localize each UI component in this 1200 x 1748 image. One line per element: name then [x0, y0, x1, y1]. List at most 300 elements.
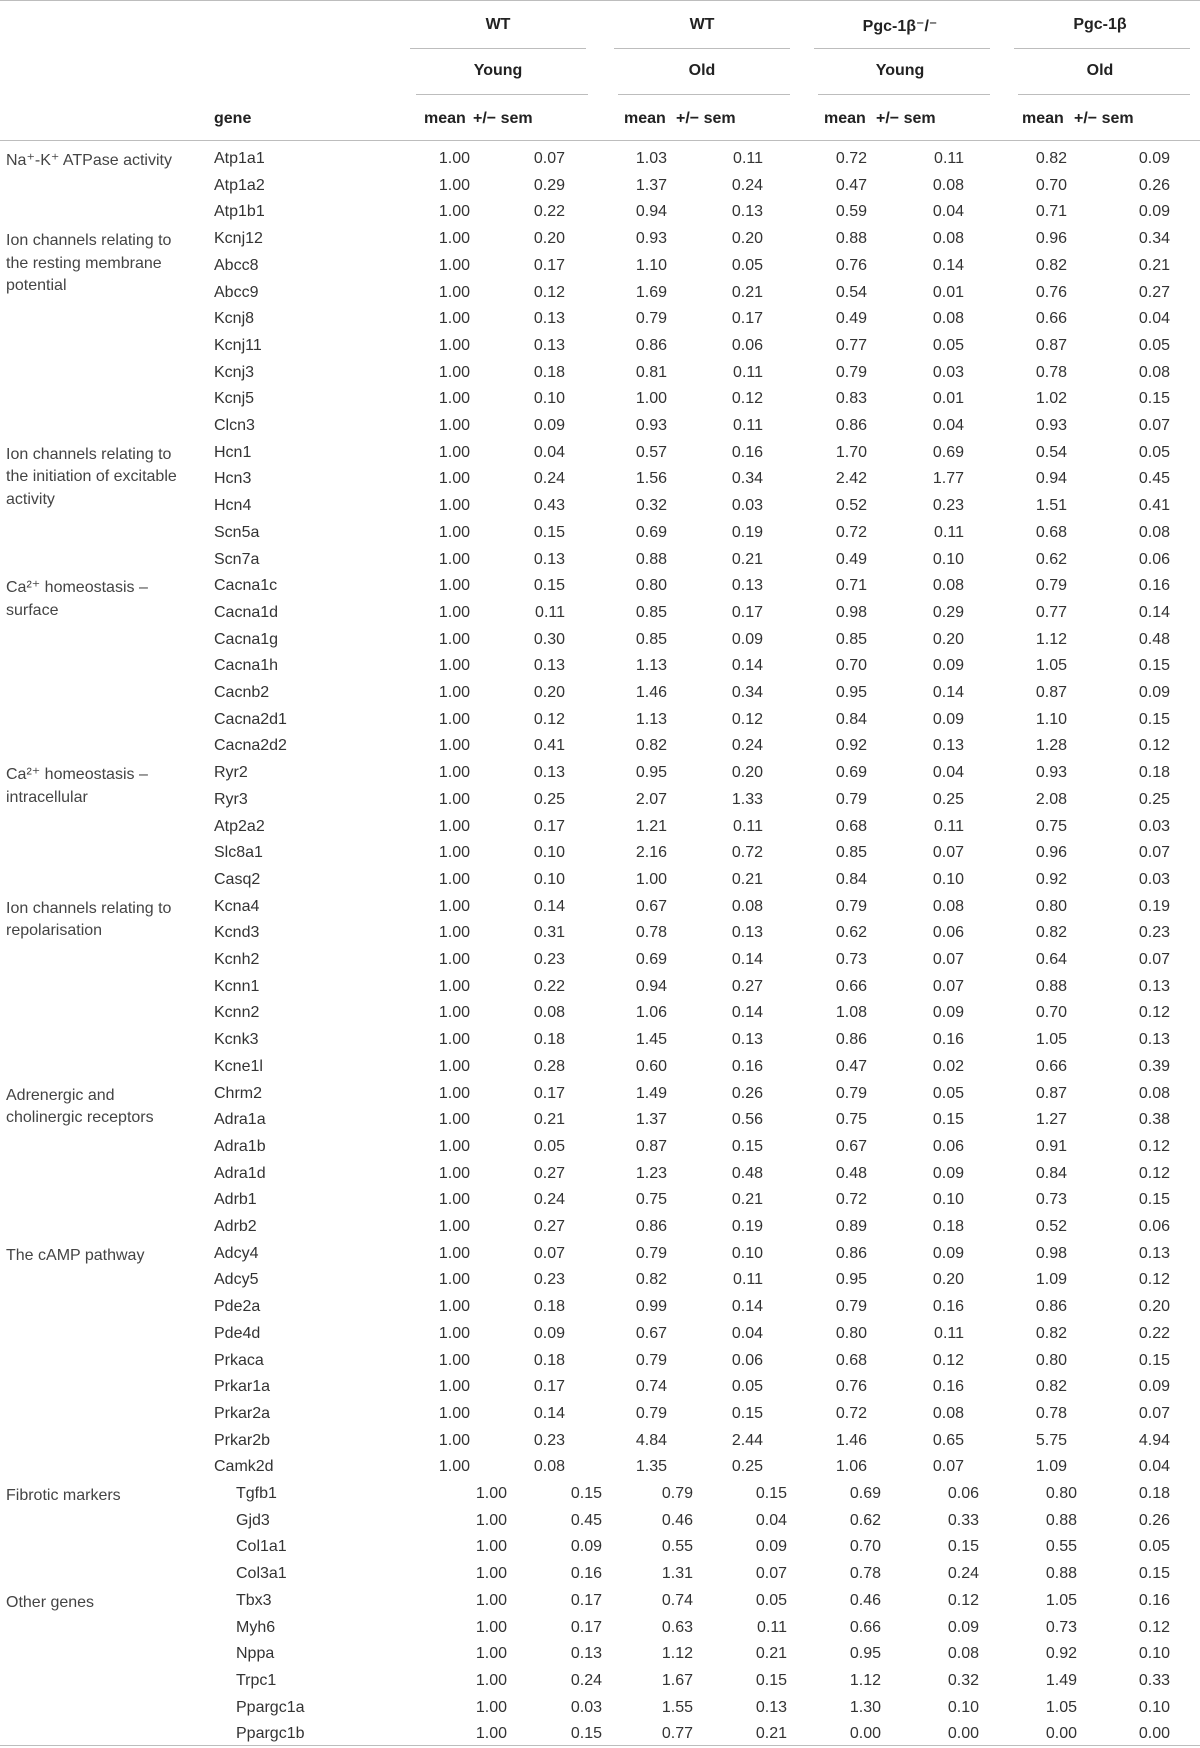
- mean-value: 1.00: [438, 1218, 470, 1235]
- mean-value: 1.45: [635, 1031, 667, 1049]
- sem-value: 0.24: [533, 470, 565, 488]
- mean-value: 0.92: [835, 737, 867, 755]
- mean-value: 0.82: [1035, 150, 1067, 167]
- mean-value: 1.00: [438, 764, 470, 782]
- sem-value: 0.26: [1138, 1511, 1170, 1529]
- mean-value: 1.00: [438, 497, 470, 515]
- category-label: Ion channels relating to the resting membrane potential: [6, 232, 172, 295]
- sem-value: 0.08: [731, 897, 763, 915]
- mean-value: 0.78: [1035, 363, 1067, 381]
- sem-value: 0.11: [934, 523, 964, 541]
- gene-name: Adra1b: [214, 1137, 266, 1155]
- mean-value: 1.00: [438, 363, 470, 381]
- sem-value: 0.00: [947, 1725, 979, 1743]
- mean-value: 0.82: [1035, 924, 1067, 942]
- mean-value: 0.95: [835, 684, 867, 701]
- mean-value: 1.00: [438, 1271, 470, 1289]
- gene-name: Kcna4: [214, 897, 260, 915]
- mean-value: 0.87: [1035, 336, 1067, 354]
- sem-value: 0.03: [1138, 870, 1170, 888]
- gene-name: Myh6: [236, 1618, 276, 1636]
- mean-value: 0.82: [635, 1271, 667, 1289]
- sem-value: 0.21: [1138, 256, 1170, 274]
- mean-value: 0.69: [635, 523, 667, 541]
- sem-value: 0.09: [755, 1538, 787, 1556]
- mean-value: 2.08: [1035, 790, 1067, 808]
- sem-value: 0.17: [533, 256, 565, 274]
- sem-value: 0.12: [947, 1591, 979, 1609]
- sem-value: 0.21: [731, 1191, 763, 1209]
- sem-value: 0.12: [1138, 1618, 1170, 1636]
- sem-value: 0.38: [1138, 1111, 1170, 1129]
- mean-value: 1.00: [438, 230, 470, 248]
- gene-name: Casq2: [214, 870, 261, 888]
- sem-value: 0.13: [533, 764, 565, 782]
- mean-value: 0.47: [835, 176, 867, 194]
- sem-value: 0.04: [1138, 1458, 1170, 1476]
- sem-value: 0.01: [932, 390, 964, 408]
- sem-value: 0.29: [533, 176, 565, 194]
- mean-value: 1.00: [438, 203, 470, 221]
- mean-value: 1.09: [1035, 1271, 1067, 1289]
- gene-name: Ppargc1a: [236, 1698, 305, 1716]
- mean-value: 0.70: [1035, 1004, 1067, 1022]
- gene-name: Abcc9: [214, 283, 259, 301]
- sem-value: 0.69: [932, 443, 964, 461]
- sem-value: 0.09: [932, 1164, 964, 1182]
- sem-value: 0.13: [533, 550, 565, 568]
- mean-value: 1.00: [438, 737, 470, 755]
- mean-value: 1.00: [438, 924, 470, 942]
- mean-value: 1.05: [1035, 1031, 1067, 1049]
- mean-value: 1.00: [438, 1244, 470, 1262]
- mean-value: 0.80: [635, 577, 667, 595]
- top-rule: [0, 0, 1200, 1]
- mean-value: 1.67: [661, 1671, 693, 1689]
- mean-value: 0.47: [835, 1057, 867, 1075]
- group-3-strain-rule: [814, 48, 990, 49]
- sem-value: 0.26: [1138, 176, 1170, 194]
- mean-value: 1.00: [438, 550, 470, 568]
- sem-value: 0.04: [533, 443, 565, 461]
- sem-value: 0.20: [932, 630, 964, 648]
- sem-value: 0.15: [1138, 1565, 1170, 1583]
- sem-value: 0.21: [755, 1725, 787, 1743]
- mean-value: 0.62: [1035, 550, 1067, 568]
- mean-value: 0.55: [661, 1538, 693, 1556]
- mean-value: 0.48: [835, 1164, 867, 1182]
- gene-name: Kcnk3: [214, 1031, 259, 1049]
- mean-value: 1.00: [438, 1137, 470, 1155]
- group-2-mean-header: mean: [624, 110, 666, 127]
- sem-value: 0.13: [533, 310, 565, 328]
- mean-value: 1.23: [635, 1164, 667, 1182]
- sem-value: 0.27: [1138, 283, 1170, 301]
- sem-value: 1.33: [731, 790, 763, 808]
- sem-value: 0.11: [934, 1324, 964, 1342]
- mean-value: 1.00: [438, 1298, 470, 1316]
- sem-value: 0.23: [533, 951, 565, 968]
- mean-value: 0.49: [835, 310, 867, 328]
- gene-name: Pde2a: [214, 1298, 261, 1316]
- mean-value: 0.72: [835, 150, 867, 167]
- sem-value: 0.26: [731, 1084, 763, 1102]
- mean-value: 1.00: [438, 390, 470, 408]
- sem-value: 0.21: [731, 283, 763, 301]
- sem-value: 0.65: [932, 1431, 964, 1449]
- sem-value: 0.12: [533, 710, 565, 728]
- mean-value: 0.86: [635, 336, 667, 354]
- mean-value: 0.73: [835, 951, 867, 968]
- mean-value: 0.68: [835, 1351, 867, 1369]
- mean-value: 0.63: [661, 1618, 693, 1636]
- mean-value: 1.00: [475, 1565, 507, 1583]
- sem-value: 0.11: [934, 817, 964, 835]
- mean-value: 1.00: [438, 1431, 470, 1449]
- mean-value: 0.86: [835, 417, 867, 434]
- sem-value: 0.10: [1138, 1698, 1170, 1716]
- sem-value: 0.09: [533, 417, 565, 434]
- sem-value: 0.13: [533, 336, 565, 354]
- mean-value: 0.88: [835, 230, 867, 248]
- sem-value: 0.06: [1138, 550, 1170, 568]
- sem-value: 0.21: [731, 870, 763, 888]
- sem-value: 0.14: [533, 1404, 565, 1422]
- mean-value: 1.00: [438, 710, 470, 728]
- sem-value: 0.11: [535, 603, 565, 621]
- mean-value: 0.54: [1035, 443, 1067, 461]
- mean-value: 0.67: [635, 897, 667, 915]
- sem-value: 0.05: [533, 1137, 565, 1155]
- mean-value: 0.78: [849, 1565, 881, 1583]
- sem-value: 0.05: [1138, 443, 1170, 461]
- group-2-strain: WT: [689, 16, 715, 33]
- mean-value: 1.00: [438, 1057, 470, 1075]
- mean-value: 0.91: [1035, 1137, 1067, 1155]
- sem-value: 0.31: [533, 924, 565, 942]
- gene-name: Prkar1a: [214, 1378, 271, 1396]
- sem-value: 0.21: [533, 1111, 565, 1129]
- mean-value: 2.07: [635, 790, 667, 808]
- mean-value: 1.00: [438, 630, 470, 648]
- mean-value: 0.84: [835, 710, 867, 728]
- mean-value: 1.00: [475, 1591, 507, 1609]
- sem-value: 0.06: [947, 1485, 979, 1502]
- gene-name: Atp1a1: [214, 150, 265, 167]
- mean-value: 1.28: [1035, 737, 1067, 755]
- mean-value: 1.00: [438, 336, 470, 354]
- gene-name: Scn7a: [214, 550, 260, 568]
- mean-value: 0.86: [835, 1244, 867, 1262]
- gene-name: Adrb2: [214, 1218, 257, 1235]
- gene-name: Chrm2: [214, 1084, 263, 1102]
- mean-value: 0.80: [1035, 897, 1067, 915]
- mean-value: 1.08: [835, 1004, 867, 1022]
- gene-name: Kcnj3: [214, 363, 255, 381]
- mean-value: 1.37: [635, 1111, 667, 1129]
- sem-value: 0.14: [1138, 603, 1170, 621]
- gene-name: Slc8a1: [214, 844, 263, 862]
- sem-value: 0.14: [932, 256, 964, 274]
- sem-value: 0.12: [932, 1351, 964, 1369]
- sem-value: 0.09: [1138, 1378, 1170, 1396]
- mean-value: 1.00: [438, 1164, 470, 1182]
- mean-value: 1.12: [849, 1671, 881, 1689]
- sem-value: 0.18: [533, 1298, 565, 1316]
- sem-value: 0.08: [932, 176, 964, 194]
- mean-value: 0.76: [835, 1378, 867, 1396]
- group-1-age-rule: [416, 94, 588, 95]
- sem-value: 0.16: [570, 1565, 602, 1583]
- sem-value: 0.10: [932, 1191, 964, 1209]
- mean-value: 1.00: [635, 390, 667, 408]
- mean-value: 0.84: [835, 870, 867, 888]
- sem-value: 0.13: [731, 1031, 763, 1049]
- mean-value: 0.69: [635, 951, 667, 968]
- sem-value: 0.03: [1138, 817, 1170, 835]
- group-1-age: Young: [473, 62, 523, 79]
- sem-value: 0.12: [533, 283, 565, 301]
- mean-value: 4.84: [635, 1431, 667, 1449]
- sem-value: 0.25: [1138, 790, 1170, 808]
- sem-value: 0.07: [932, 977, 964, 995]
- mean-value: 0.92: [1045, 1645, 1077, 1663]
- sem-value: 0.06: [932, 924, 964, 942]
- sem-value: 0.03: [932, 363, 964, 381]
- mean-value: 0.87: [635, 1137, 667, 1155]
- gene-name: Hcn1: [214, 443, 252, 461]
- mean-value: 0.78: [635, 924, 667, 942]
- mean-value: 1.02: [1035, 390, 1067, 408]
- sem-value: 0.16: [1138, 1591, 1170, 1609]
- mean-value: 1.27: [1035, 1111, 1067, 1129]
- mean-value: 0.64: [1035, 951, 1067, 968]
- mean-value: 0.86: [635, 1218, 667, 1235]
- sem-value: 0.03: [570, 1698, 602, 1716]
- sem-value: 0.08: [533, 1458, 565, 1476]
- sem-value: 4.94: [1138, 1431, 1170, 1449]
- group-3-sem-header: +/− sem: [876, 110, 936, 127]
- sem-value: 0.17: [533, 817, 565, 835]
- sem-value: 0.13: [1138, 977, 1170, 995]
- group-4-strain: Pgc-1β: [1073, 16, 1127, 33]
- sem-value: 0.05: [755, 1591, 787, 1609]
- mean-value: 0.79: [835, 1298, 867, 1316]
- gene-name: Ryr3: [214, 790, 248, 808]
- mean-value: 5.75: [1035, 1431, 1067, 1449]
- mean-value: 1.05: [1035, 657, 1067, 675]
- sem-value: 0.28: [533, 1057, 565, 1075]
- mean-value: 0.79: [635, 1351, 667, 1369]
- mean-value: 0.55: [1045, 1538, 1077, 1556]
- mean-value: 1.56: [635, 470, 667, 488]
- gene-name: Kcnj12: [214, 230, 263, 248]
- sem-value: 0.08: [932, 897, 964, 915]
- mean-value: 0.54: [835, 283, 867, 301]
- sem-value: 0.30: [533, 630, 565, 648]
- gene-name: Nppa: [236, 1645, 275, 1663]
- sem-value: 0.12: [1138, 1137, 1170, 1155]
- mean-value: 1.10: [635, 256, 667, 274]
- group-4-sem-header: +/− sem: [1074, 110, 1134, 127]
- mean-value: 1.00: [475, 1645, 507, 1663]
- sem-value: 0.23: [1138, 924, 1170, 942]
- sem-value: 0.04: [1138, 310, 1170, 328]
- mean-value: 0.82: [1035, 256, 1067, 274]
- sem-value: 0.06: [731, 336, 763, 354]
- sem-value: 0.14: [533, 897, 565, 915]
- gene-name: Cacna1h: [214, 657, 279, 675]
- sem-value: 0.15: [533, 577, 565, 595]
- sem-value: 0.34: [731, 470, 763, 488]
- mean-value: 0.71: [835, 577, 867, 595]
- mean-value: 1.00: [438, 523, 470, 541]
- mean-value: 1.69: [635, 283, 667, 301]
- mean-value: 1.00: [438, 1191, 470, 1209]
- mean-value: 1.03: [635, 150, 667, 167]
- mean-value: 0.66: [835, 977, 867, 995]
- category-label: Ca²⁺ homeostasis – surface: [6, 579, 148, 619]
- mean-value: 0.74: [635, 1378, 667, 1396]
- mean-value: 1.00: [438, 577, 470, 595]
- sem-value: 0.05: [932, 1084, 964, 1102]
- mean-value: 0.70: [835, 657, 867, 675]
- sem-value: 0.17: [570, 1618, 602, 1636]
- mean-value: 1.00: [438, 1404, 470, 1422]
- mean-value: 0.98: [1035, 1244, 1067, 1262]
- mean-value: 0.75: [635, 1191, 667, 1209]
- gene-name: Cacna1c: [214, 577, 278, 595]
- gene-name: Kcne1l: [214, 1057, 263, 1075]
- mean-value: 0.82: [635, 737, 667, 755]
- sem-value: 0.20: [731, 764, 763, 782]
- mean-value: 0.85: [635, 630, 667, 648]
- sem-value: 0.45: [570, 1511, 602, 1529]
- mean-value: 0.75: [1035, 817, 1067, 835]
- group-3-strain: Pgc-1β⁻/⁻: [862, 18, 938, 35]
- sem-value: 0.15: [1138, 1351, 1170, 1369]
- sem-value: 0.05: [731, 1378, 763, 1396]
- group-1-mean-header: mean: [424, 110, 466, 127]
- sem-value: 0.13: [731, 203, 763, 221]
- gene-name: Cacna1g: [214, 630, 279, 648]
- mean-value: 1.00: [438, 283, 470, 301]
- mean-value: 0.68: [835, 817, 867, 835]
- sem-value: 0.06: [731, 1351, 763, 1369]
- category-label: Ca²⁺ homeostasis – intracellular: [6, 766, 148, 806]
- sem-value: 0.10: [947, 1698, 979, 1716]
- sem-value: 0.14: [731, 951, 763, 968]
- mean-value: 0.87: [1035, 1084, 1067, 1102]
- mean-value: 1.46: [835, 1431, 867, 1449]
- sem-value: 0.09: [932, 657, 964, 675]
- sem-value: 0.16: [731, 443, 763, 461]
- sem-value: 0.34: [731, 684, 763, 701]
- gene-name: Prkaca: [214, 1351, 264, 1369]
- gene-name: Col1a1: [236, 1538, 287, 1556]
- mean-value: 0.70: [849, 1538, 881, 1556]
- sem-value: 0.24: [731, 737, 763, 755]
- sem-value: 0.09: [932, 1004, 964, 1022]
- mean-value: 0.82: [1035, 1324, 1067, 1342]
- gene-name: Atp1b1: [214, 203, 265, 221]
- group-4-mean-header: mean: [1022, 110, 1064, 127]
- sem-value: 0.27: [731, 977, 763, 995]
- gene-name: Col3a1: [236, 1565, 287, 1583]
- sem-value: 0.03: [731, 497, 763, 515]
- sem-value: 0.32: [947, 1671, 979, 1689]
- group-2-sem-header: +/− sem: [676, 110, 736, 127]
- sem-value: 0.05: [1138, 1538, 1170, 1556]
- sem-value: 0.15: [1138, 1191, 1170, 1209]
- sem-value: 0.15: [570, 1485, 602, 1502]
- mean-value: 1.00: [475, 1618, 507, 1636]
- sem-value: 0.15: [1138, 710, 1170, 728]
- mean-value: 0.77: [835, 336, 867, 354]
- sem-value: 0.11: [757, 1618, 787, 1636]
- sem-value: 0.04: [731, 1324, 763, 1342]
- sem-value: 0.18: [533, 1351, 565, 1369]
- sem-value: 0.33: [947, 1511, 979, 1529]
- mean-value: 0.77: [661, 1725, 693, 1743]
- mean-value: 1.06: [835, 1458, 867, 1476]
- sem-value: 0.08: [533, 1004, 565, 1022]
- mean-value: 0.00: [1045, 1725, 1077, 1743]
- sem-value: 0.16: [1138, 577, 1170, 595]
- mean-value: 1.00: [438, 256, 470, 274]
- sem-value: 0.20: [533, 230, 565, 248]
- mean-value: 1.13: [635, 710, 667, 728]
- mean-value: 1.00: [438, 310, 470, 328]
- sem-value: 0.10: [932, 870, 964, 888]
- sem-value: 0.11: [733, 150, 763, 167]
- mean-value: 0.93: [635, 230, 667, 248]
- gene-name: Cacna1d: [214, 603, 279, 621]
- gene-name: Ryr2: [214, 764, 248, 782]
- sem-value: 0.25: [932, 790, 964, 808]
- sem-value: 0.15: [1138, 390, 1170, 408]
- sem-value: 0.04: [755, 1511, 787, 1529]
- mean-value: 0.88: [1045, 1565, 1077, 1583]
- sem-value: 0.09: [1138, 203, 1170, 221]
- sem-value: 0.19: [731, 1218, 763, 1235]
- sem-value: 0.00: [1138, 1725, 1170, 1743]
- gene-name: Adrb1: [214, 1191, 257, 1209]
- gene-name: Kcnh2: [214, 951, 260, 968]
- mean-value: 1.00: [438, 1031, 470, 1049]
- sem-value: 0.17: [533, 1084, 565, 1102]
- gene-name: Adra1d: [214, 1164, 266, 1182]
- mean-value: 1.00: [635, 870, 667, 888]
- mean-value: 1.00: [438, 817, 470, 835]
- mean-value: 1.00: [475, 1485, 507, 1502]
- sem-value: 0.15: [947, 1538, 979, 1556]
- sem-value: 0.13: [731, 577, 763, 595]
- sem-value: 0.05: [932, 336, 964, 354]
- mean-value: 0.95: [835, 1271, 867, 1289]
- sem-value: 0.14: [932, 684, 964, 701]
- sem-value: 0.07: [932, 1458, 964, 1476]
- gene-name: Cacna2d1: [214, 710, 287, 728]
- sem-value: 0.11: [733, 817, 763, 835]
- sem-value: 0.13: [755, 1698, 787, 1716]
- mean-value: 1.05: [1045, 1698, 1077, 1716]
- mean-value: 0.93: [1035, 764, 1067, 782]
- sem-value: 0.09: [731, 630, 763, 648]
- mean-value: 0.52: [835, 497, 867, 515]
- sem-value: 0.12: [1138, 1271, 1170, 1289]
- mean-value: 1.00: [438, 443, 470, 461]
